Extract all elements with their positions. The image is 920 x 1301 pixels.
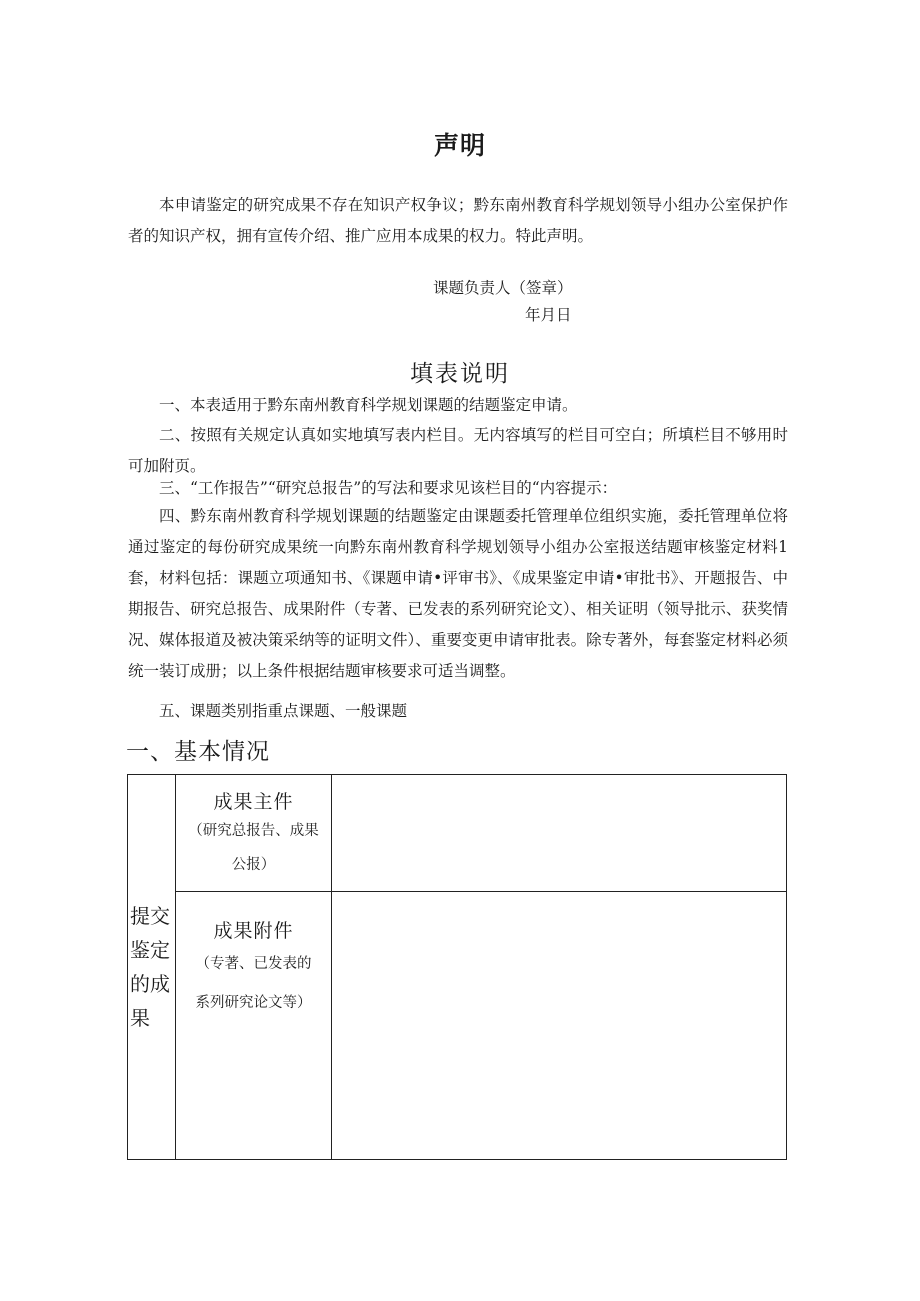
attachment-label: 成果附件 xyxy=(213,920,294,942)
main-result-hint-1: （研究总报告、成果 xyxy=(188,823,319,839)
section-title: 一、基本情况 xyxy=(126,739,270,765)
group-label-cell: 提交鉴定的成果 xyxy=(128,775,176,1160)
attachment-hint-2: 系列研究论文等） xyxy=(195,995,312,1011)
basic-info-table xyxy=(127,774,787,1160)
attachment-hint-1: （专著、已发表的 xyxy=(195,956,312,972)
attachment-label-cell xyxy=(176,892,332,1160)
instruction-item-2: 二、按照有关规定认真如实地填写表内栏目。无内容填写的栏目可空白；所填栏目不够用时可加附页。 xyxy=(128,426,788,475)
declaration-title: 声明 xyxy=(433,131,486,160)
instruction-item-3: 三、“工作报告”“研究总报告”的写法和要求见该栏目的“内容提示： xyxy=(159,479,618,497)
main-result-label-cell xyxy=(176,775,332,892)
table-row xyxy=(128,892,787,1160)
instructions-title: 填表说明 xyxy=(410,361,510,387)
instruction-item-1: 一、本表适用于黔东南州教育科学规划课题的结题鉴定申请。 xyxy=(159,396,578,414)
declaration-body: 本申请鉴定的研究成果不存在知识产权争议；黔东南州教育科学规划领导小组办公室保护作者的知识产权，拥有宣传介绍、推广应用本成果的权力。特此声明。 xyxy=(128,196,788,245)
main-result-label: 成果主件 xyxy=(213,791,294,813)
signature-label: 课题负责人（签章） xyxy=(433,279,573,297)
instruction-item-4: 四、黔东南州教育科学规划课题的结题鉴定由课题委托管理单位组织实施，委托管理单位将通过鉴定的每份研究成果统一向黔东南州教育科学规划领导小组办公室报送结题审核鉴定材料1套，材料包括：课题立项通知书、《课题申请•评审书》、《成果鉴定申请•审批书》、开题报告、中期报告、研究总报告、成果附件（专著、已发表的系列研究论文）、相关证明（领导批示、获奖情况、媒体报道及被决策采纳等的证明文件）、重要变更申请审批表。除专著外，每套鉴定材料必须统一装订成册；以上条件根据结题审核要求可适当调整。 xyxy=(128,507,788,680)
table-row xyxy=(128,775,787,892)
attachment-input[interactable] xyxy=(332,892,787,1160)
instruction-item-5: 五、课题类别指重点课题、一般课题 xyxy=(159,702,408,720)
date-label: 年月日 xyxy=(525,306,572,324)
main-result-input[interactable] xyxy=(332,775,787,892)
main-result-hint-2: 公报） xyxy=(231,857,276,873)
